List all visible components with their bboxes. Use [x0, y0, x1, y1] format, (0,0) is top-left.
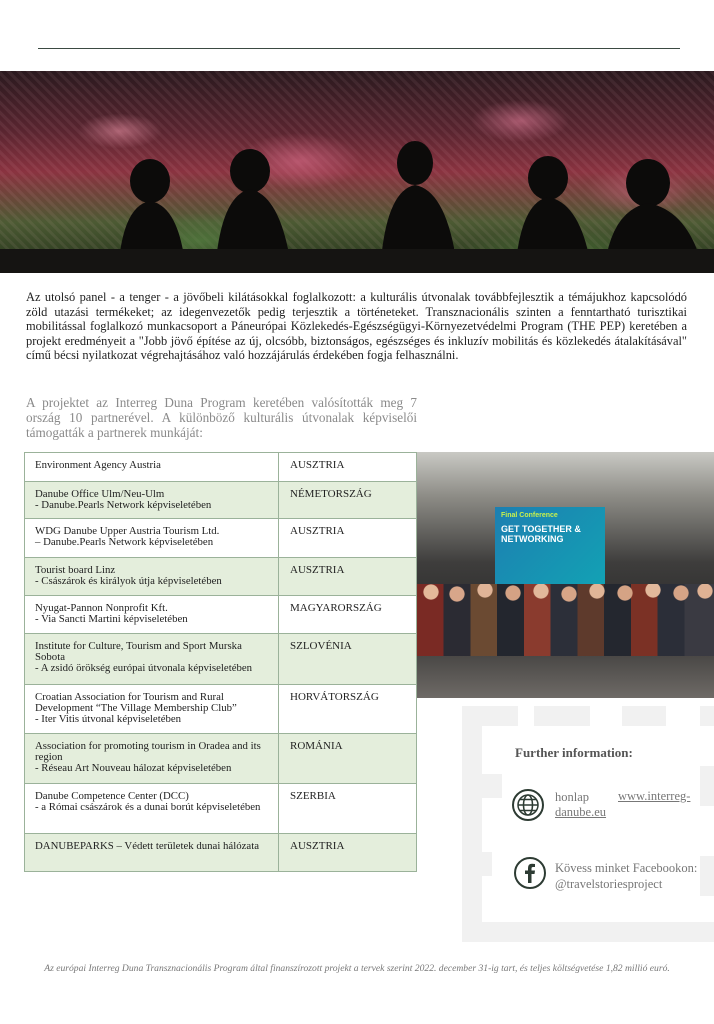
- table-row: [25, 453, 417, 482]
- projection-screen: [495, 507, 605, 593]
- partner-country: AUSZTRIA: [279, 519, 417, 558]
- partner-name-line: Tourist board Linz - Császárok és királyok útja képviseletében: [35, 564, 222, 588]
- website-link[interactable]: www.interreg-: [618, 789, 691, 803]
- website-link-continued[interactable]: danube.eu: [555, 805, 607, 819]
- partner-country: ROMÁNIA: [279, 734, 417, 784]
- partner-name: DANUBEPARKS – Védett területek dunai hálózata: [25, 834, 279, 872]
- table-row: [25, 834, 417, 872]
- partner-name-line: Danube Office Ulm/Neu-Ulm - Danube.Pearls Network képviseletében: [35, 488, 212, 512]
- decorative-pattern: [462, 706, 714, 942]
- table-row: [25, 784, 417, 834]
- partner-name-line: WDG Danube Upper Austria Tourism Ltd. – Danube.Pearls Network képviseletében: [35, 525, 220, 549]
- partner-country: AUSZTRIA: [279, 834, 417, 872]
- table-row: [25, 482, 417, 519]
- hero-photo: [0, 71, 714, 273]
- partner-country: AUSZTRIA: [279, 453, 417, 482]
- partner-name: Environment Agency Austria: [25, 453, 279, 482]
- partner-country: MAGYARORSZÁG: [279, 596, 417, 634]
- further-info-title: Further information:: [515, 745, 633, 760]
- facebook-handle[interactable]: @travelstoriesproject: [555, 877, 663, 891]
- facebook-icon[interactable]: [514, 857, 546, 889]
- partner-name-line: Croatian Association for Tourism and Rural Development “The Village Membership Club” - Iter Vitis útvonal képviseletében: [35, 691, 237, 726]
- partner-name: [25, 596, 279, 634]
- partner-name-line: Institute for Culture, Tourism and Sport Murska Sobota - A zsidó örökség európai útvonala képviseletében: [35, 640, 253, 675]
- partner-country: NÉMETORSZÁG: [279, 482, 417, 519]
- partner-country: SZERBIA: [279, 784, 417, 834]
- table-row: [25, 558, 417, 596]
- partner-name-line: Nyugat-Pannon Nonprofit Kft. - Via Sancti Martini képviseletében: [35, 602, 188, 626]
- stage: [417, 656, 714, 698]
- partner-name-line: Danube Competence Center (DCC) - a Római császárok és a dunai borút képviseletében: [35, 790, 261, 814]
- screen-title: Final Conference: [501, 512, 558, 519]
- partner-country: SZLOVÉNIA: [279, 634, 417, 685]
- table-row: [25, 519, 417, 558]
- conference-photo: [417, 452, 714, 698]
- partner-country: HORVÁTORSZÁG: [279, 685, 417, 734]
- table-row: [25, 634, 417, 685]
- partner-name: [25, 558, 279, 596]
- globe-icon: [512, 789, 544, 821]
- screen-subtitle: GET TOGETHER & NETWORKING: [501, 524, 581, 544]
- partner-name: [25, 784, 279, 834]
- table-row: [25, 734, 417, 784]
- partner-name: [25, 482, 279, 519]
- table-row: [25, 685, 417, 734]
- partners-table: [24, 452, 417, 872]
- footer-note: Az európai Interreg Duna Transznacionális Program által finanszírozott projekt a tervek szerint 2022. december 31-ig tart, és teljes költségvetése 1,82 millió euró.: [44, 963, 670, 974]
- partner-name: [25, 685, 279, 734]
- facebook-text: [555, 860, 697, 892]
- group-of-people: [417, 584, 714, 656]
- table-row: [25, 596, 417, 634]
- partner-country: AUSZTRIA: [279, 558, 417, 596]
- partner-name-line: Association for promoting tourism in Oradea and its region - Réseau Art Nouveau hálozat képviseletében: [35, 740, 261, 775]
- intro-paragraph: A projektet az Interreg Duna Program keretében valósították meg 7 ország 10 partnerével. A különböző kulturális útvonalak képviselői támogatták a partnerek munkáját:: [26, 395, 417, 440]
- website-label: honlap: [555, 790, 590, 804]
- partner-name: [25, 519, 279, 558]
- partner-name: [25, 634, 279, 685]
- partner-name: [25, 734, 279, 784]
- facebook-follow-label: Kövess minket Facebookon:: [555, 861, 698, 875]
- body-paragraph: Az utolsó panel - a tenger - a jövőbeli kilátásokkal foglalkozott: a kulturális útvonalak továbbfejlesztik a témájukhoz kapcsolódó zöld utazási termékeket; az idegenvezetők pedig terjesztik a történeteket. Transznacionális szinten a fenntartható turisztikai mobilitással foglalkozó munkacsoport a Páneurópai Közlekedés-Egészségügyi-Környezetvédelmi Program (THE PEP) keretében a projekt eredményeit a "Jobb jövő építése az új, olcsóbb, biztonságos, egészséges és inkluzív mobilitás és közlekedés átalakításával" című bécsi nyilatkozat végrehajtásához való hozzájárulás érdekében fogja felhasználni.: [26, 290, 687, 362]
- top-divider: [38, 48, 680, 49]
